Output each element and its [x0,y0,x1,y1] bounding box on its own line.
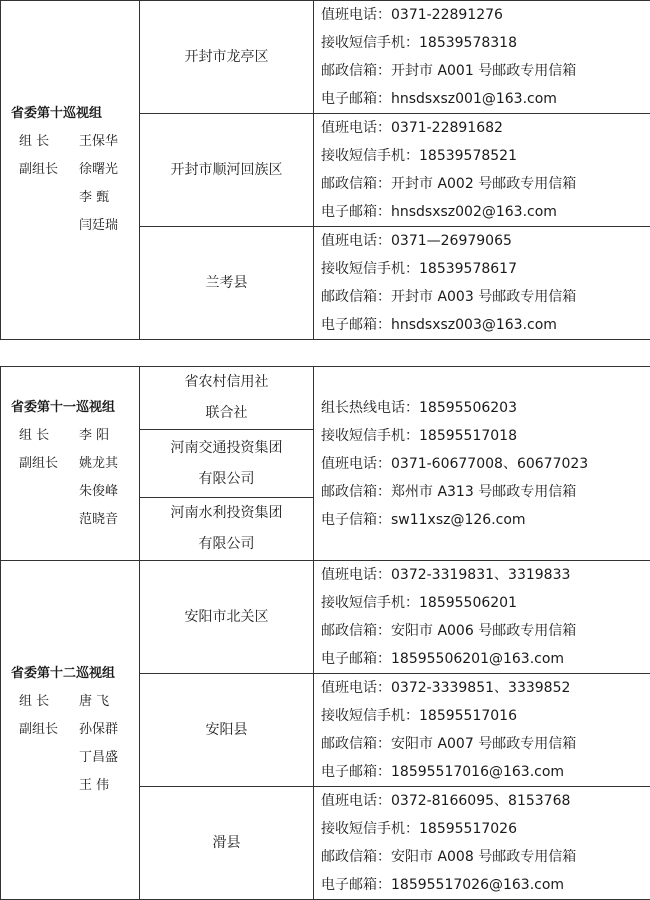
email: 电子邮箱：18595517026@163.com [321,871,650,899]
group-11-leadership [1,367,140,561]
sms-phone: 接收短信手机：18539578617 [321,255,650,283]
sms-phone: 接收短信手机：18595517018 [321,422,650,450]
leader-role: 组 长 [19,128,79,156]
leader-name: 唐 飞 [79,688,109,716]
postal-box: 邮政信箱：开封市 A003 号邮政专用信箱 [321,283,650,311]
duty-phone: 值班电话：0371-22891276 [321,1,650,29]
postal-box: 邮政信箱：开封市 A001 号邮政专用信箱 [321,57,650,85]
sms-phone: 接收短信手机：18595506201 [321,589,650,617]
email: 电子邮箱：18595506201@163.com [321,645,650,673]
unit-line: 有限公司 [140,464,313,495]
deputy-name: 朱俊峰 [79,478,118,506]
group-10-leadership [1,1,140,340]
email: 电子邮箱：hnsdsxsz002@163.com [321,198,650,226]
group-12-leadership [1,561,140,900]
deputy-name: 姚龙其 [79,450,118,478]
unit-line: 有限公司 [140,529,313,560]
deputy-role: 副组长 [19,450,79,478]
region-name: 安阳市北关区 [140,561,314,674]
region-name: 开封市顺河回族区 [140,114,314,227]
duty-phone: 值班电话：0372-3319831、3319833 [321,561,650,589]
postal-box: 邮政信箱：开封市 A002 号邮政专用信箱 [321,170,650,198]
region-name: 兰考县 [140,227,314,340]
group-title: 省委第十巡视组 [11,100,139,128]
duty-phone: 值班电话：0371—26979065 [321,227,650,255]
inspection-group-10-table [0,0,650,340]
leader-role: 组 长 [19,422,79,450]
duty-phone: 值班电话：0371-60677008、60677023 [321,450,650,478]
deputy-name: 丁昌盛 [79,744,118,772]
region-contacts [314,227,650,340]
unit-name [140,498,314,561]
unit-name [140,367,314,430]
unit-line: 河南交通投资集团 [140,433,313,464]
email: 电子邮箱：18595517016@163.com [321,758,650,786]
region-name: 开封市龙亭区 [140,1,314,114]
unit-line: 联合社 [140,398,313,429]
region-contacts [314,1,650,114]
region-name: 安阳县 [140,674,314,787]
region-contacts [314,114,650,227]
email: 电子信箱：sw11xsz@126.com [321,506,650,534]
deputy-name: 王 伟 [79,772,109,800]
sms-phone: 接收短信手机：18595517016 [321,702,650,730]
deputy-name: 孙保群 [79,716,118,744]
region-contacts [314,787,650,900]
hotline: 组长热线电话：18595506203 [321,394,650,422]
sms-phone: 接收短信手机：18595517026 [321,815,650,843]
postal-box: 邮政信箱：安阳市 A006 号邮政专用信箱 [321,617,650,645]
deputy-name: 闫廷瑞 [79,212,118,240]
deputy-name: 徐曙光 [79,156,118,184]
postal-box: 邮政信箱：安阳市 A008 号邮政专用信箱 [321,843,650,871]
leader-name: 李 阳 [79,422,109,450]
email: 电子邮箱：hnsdsxsz003@163.com [321,311,650,339]
region-contacts [314,674,650,787]
sms-phone: 接收短信手机：18539578521 [321,142,650,170]
unit-line: 河南水利投资集团 [140,498,313,529]
deputy-role: 副组长 [19,716,79,744]
email: 电子邮箱：hnsdsxsz001@163.com [321,85,650,113]
group-title: 省委第十一巡视组 [11,394,139,422]
inspection-groups-11-12-table [0,366,650,900]
group-title: 省委第十二巡视组 [11,660,139,688]
sms-phone: 接收短信手机：18539578318 [321,29,650,57]
deputy-name: 李 甄 [79,184,109,212]
group-11-contacts [314,367,650,561]
unit-name [140,430,314,498]
duty-phone: 值班电话：0372-3339851、3339852 [321,674,650,702]
region-contacts [314,561,650,674]
deputy-name: 范晓音 [79,506,118,534]
unit-line: 省农村信用社 [140,367,313,398]
leader-name: 王保华 [79,128,118,156]
postal-box: 邮政信箱：郑州市 A313 号邮政专用信箱 [321,478,650,506]
leader-role: 组 长 [19,688,79,716]
duty-phone: 值班电话：0371-22891682 [321,114,650,142]
deputy-role: 副组长 [19,156,79,184]
duty-phone: 值班电话：0372-8166095、8153768 [321,787,650,815]
region-name: 滑县 [140,787,314,900]
postal-box: 邮政信箱：安阳市 A007 号邮政专用信箱 [321,730,650,758]
